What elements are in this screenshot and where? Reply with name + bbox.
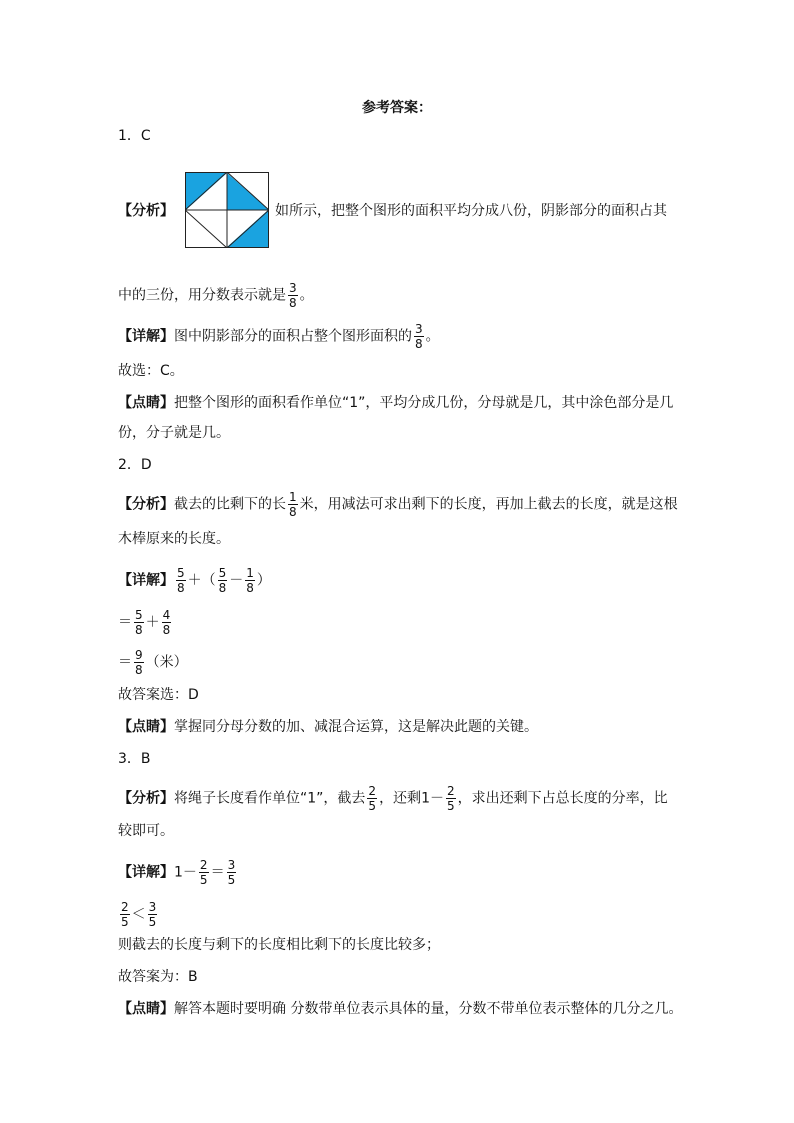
q3-analysis-2: 较即可。 <box>118 823 174 839</box>
q3-number: 3．B <box>118 751 151 767</box>
q2-choice: 故答案选：D <box>118 687 199 703</box>
q1-analysis-line1 <box>118 201 174 221</box>
q2-number: 2．D <box>118 457 152 473</box>
q2-comment: 【点睛】掌握同分母分数的加、减混合运算，这是解决此题的关键。 <box>118 719 538 735</box>
page-title: 参考答案： <box>362 100 432 116</box>
q2-analysis-2: 木棒原来的长度。 <box>118 531 230 547</box>
q2-detail-line2: ＝ $\frac{5}{8}$ ＋ $\frac{4}{8}$ <box>118 608 171 637</box>
q3-choice: 故答案为：B <box>118 969 198 985</box>
q2-analysis-fraction: $\frac{1}{8}$ <box>289 490 297 519</box>
q1-square-figure <box>185 172 269 248</box>
q3-conclusion: 则截去的长度与剩下的长度相比剩下的长度比较多； <box>118 937 440 953</box>
q3-comment: 【点睛】解答本题时要明确 分数带单位表示具体的量，分数不带单位表示整体的几分之几。 <box>118 1001 683 1017</box>
q1-comment-1: 【点睛】把整个图形的面积看作单位“1”，平均分成几份，分母就是几，其中涂色部分是几 <box>118 395 674 411</box>
q1-detail-fraction: $\frac{3}{8}$ <box>415 322 423 351</box>
q1-detail: 【详解】图中阴影部分的面积占整个图形面积的 $\frac{3}{8}$ 。 <box>118 322 440 351</box>
q3-analysis-1: 【分析】将绳子长度看作单位“1”，截去 $\frac{2}{5}$ ，还剩1－ $\frac{2}{5}$ ，求出还剩下占总长度的分率，比 <box>118 784 668 813</box>
q1-comment-2: 份，分子就是几。 <box>118 425 230 441</box>
q3-compare: $\frac{2}{5}$ ＜ $\frac{3}{5}$ <box>121 900 157 929</box>
q1-analysis-fraction: $\frac{3}{8}$ <box>289 281 297 310</box>
q1-analysis-line2: 中的三份，用分数表示就是 $\frac{3}{8}$ 。 <box>118 281 314 310</box>
q1-choice: 故选：C。 <box>118 363 184 379</box>
q1-analysis-text-1: 如所示，把整个图形的面积平均分成八份，阴影部分的面积占其 <box>275 203 667 219</box>
q1-analysis-text-2: 中的三份，用分数表示就是 <box>118 287 286 304</box>
q1-number: 1．C <box>118 128 151 144</box>
q2-detail-line3: ＝ $\frac{9}{8}$ （米） <box>118 648 188 677</box>
q2-detail-line1: 【详解】 $\frac{5}{8}$ ＋（ $\frac{5}{8}$ － $\frac{1}{8}$ ） <box>118 566 271 595</box>
q2-analysis-1: 【分析】截去的比剩下的长 $\frac{1}{8}$ 米，用减法可求出剩下的长度，再加上截去的长度，就是这根 <box>118 490 678 519</box>
q3-detail-line1: 【详解】1－ $\frac{2}{5}$ ＝ $\frac{3}{5}$ <box>118 858 236 887</box>
q1-analysis-label: 【分析】 <box>118 203 174 219</box>
